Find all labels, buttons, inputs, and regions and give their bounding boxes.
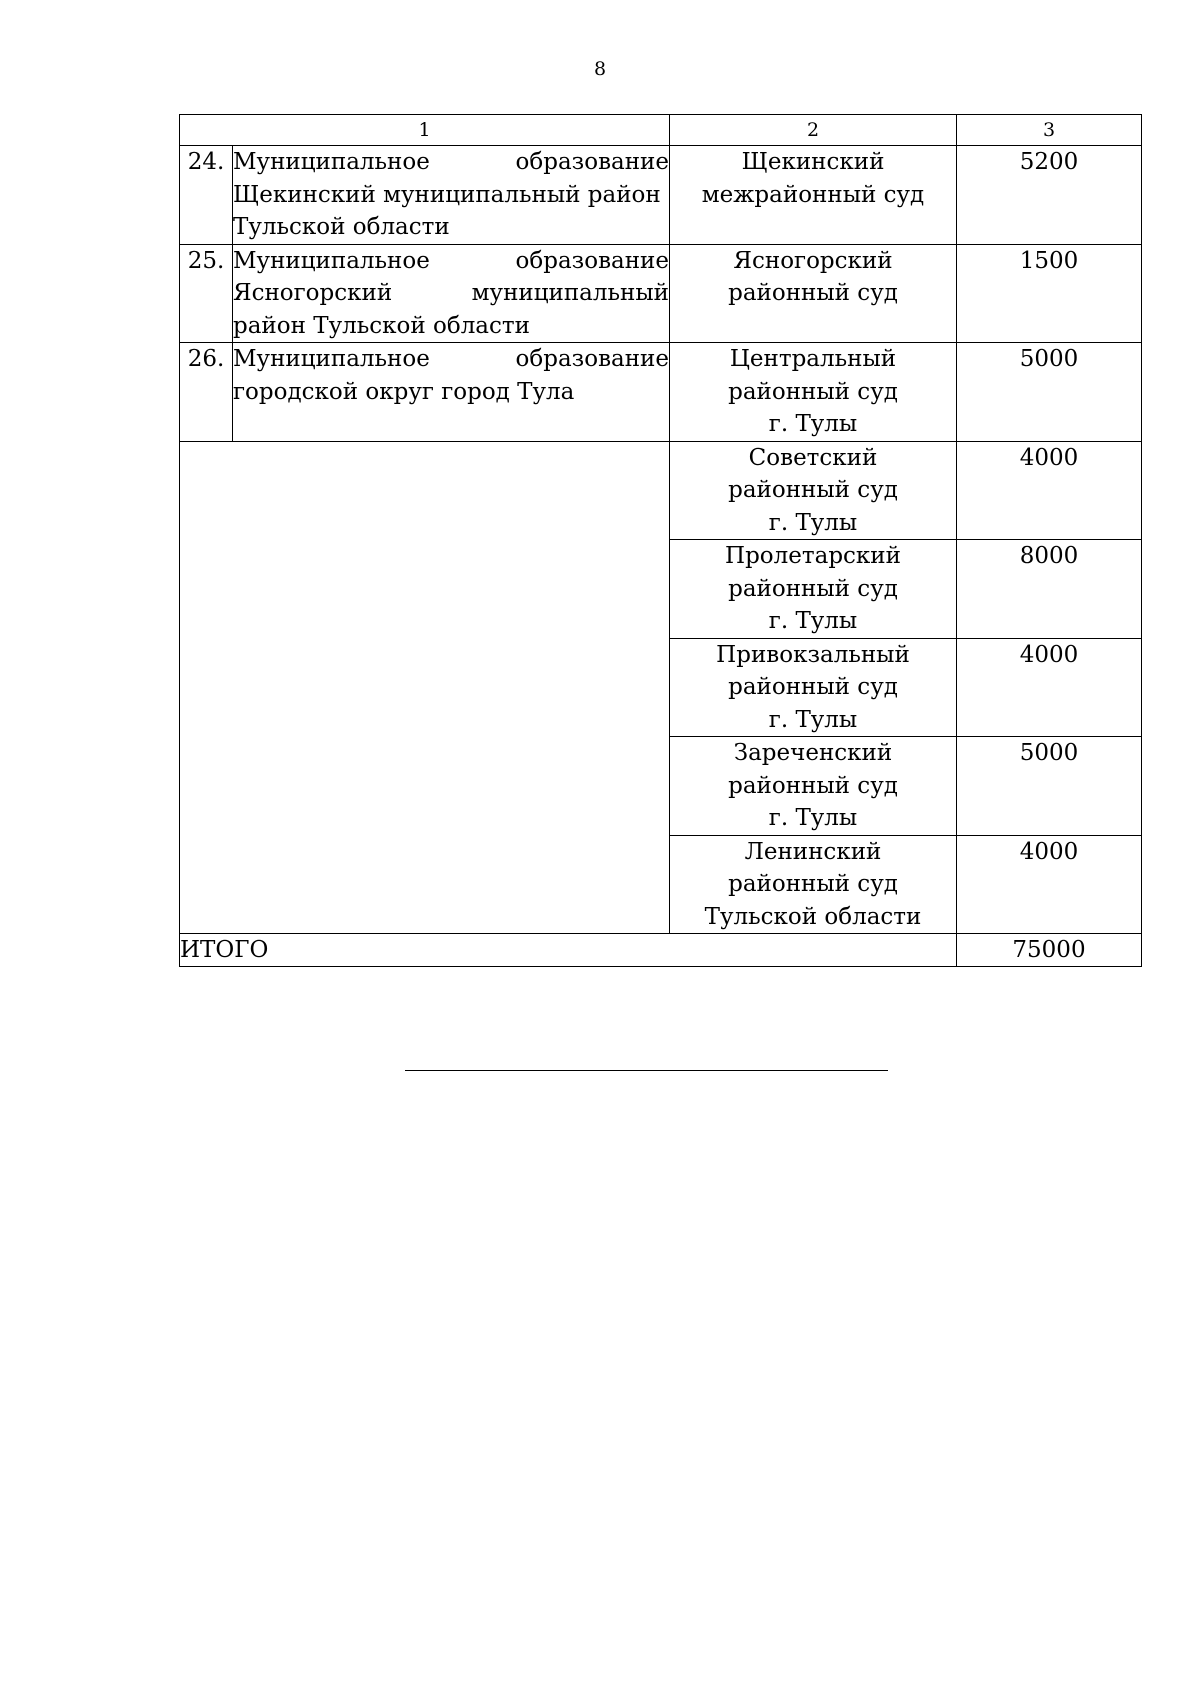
court-name-line: районный суд bbox=[728, 575, 898, 602]
amount-value: 5200 bbox=[957, 146, 1142, 245]
municipality-name bbox=[233, 244, 670, 343]
municipality-name-line: район Тульской области bbox=[233, 312, 530, 339]
court-name-line: Зареченский bbox=[733, 740, 893, 766]
closing-rule bbox=[405, 1070, 888, 1071]
allocation-table bbox=[179, 114, 1142, 967]
row-number: 26. bbox=[180, 343, 233, 442]
court-name-line: г. Тулы bbox=[768, 608, 858, 634]
court-name-line: Пролетарский bbox=[725, 543, 901, 569]
court-name-line: районный суд bbox=[728, 871, 898, 897]
court-name-line: г. Тулы bbox=[768, 706, 858, 733]
municipality-name-line: Муниципальное образование bbox=[233, 149, 669, 175]
court-name bbox=[670, 343, 957, 442]
header-col-2: 2 bbox=[670, 115, 957, 146]
municipality-name bbox=[233, 343, 670, 442]
table-row bbox=[180, 441, 1142, 540]
amount-value: 4000 bbox=[957, 835, 1142, 934]
total-value: 75000 bbox=[957, 934, 1142, 967]
court-name-line: г. Тулы bbox=[768, 805, 858, 831]
table-row bbox=[180, 146, 1142, 245]
court-name bbox=[670, 638, 957, 737]
municipality-name-line: Ясногорский муниципальный bbox=[233, 280, 669, 306]
court-name bbox=[670, 244, 957, 343]
row-number: 24. bbox=[180, 146, 233, 245]
municipality-name-line: Муниципальное образование bbox=[233, 346, 669, 372]
total-label: ИТОГО bbox=[180, 934, 957, 967]
court-name bbox=[670, 540, 957, 639]
court-name-line: Ясногорский bbox=[733, 247, 893, 274]
municipality-name bbox=[233, 146, 670, 245]
table-row bbox=[180, 244, 1142, 343]
court-name bbox=[670, 737, 957, 836]
amount-value: 1500 bbox=[957, 244, 1142, 343]
court-name bbox=[670, 441, 957, 540]
court-name-line: районный суд bbox=[728, 674, 898, 700]
court-name-line: районный суд bbox=[728, 378, 898, 405]
court-name-line: Ленинский bbox=[744, 838, 882, 865]
municipality-name-line: Тульской области bbox=[233, 214, 450, 240]
page-number: 8 bbox=[593, 58, 607, 80]
court-name-line: районный суд bbox=[728, 280, 898, 306]
municipality-name-line: городской округ город Тула bbox=[233, 378, 575, 405]
court-name-line: районный суд bbox=[728, 477, 898, 503]
row-number: 25. bbox=[180, 244, 233, 343]
header-col-1: 1 bbox=[180, 115, 670, 146]
court-name-line: Центральный bbox=[729, 346, 897, 372]
amount-value: 5000 bbox=[957, 737, 1142, 836]
amount-value: 4000 bbox=[957, 638, 1142, 737]
amount-value: 4000 bbox=[957, 441, 1142, 540]
municipality-name-line: Муниципальное образование bbox=[233, 247, 669, 274]
court-name-line: межрайонный суд bbox=[701, 181, 925, 208]
court-name-line: районный суд bbox=[728, 772, 898, 799]
court-name-line: Привокзальный bbox=[716, 641, 910, 668]
court-name-line: Щекинский bbox=[741, 149, 885, 175]
table-header-row bbox=[180, 115, 1142, 146]
court-name-line: г. Тулы bbox=[768, 411, 858, 437]
court-name-line: Тульской области bbox=[704, 903, 922, 930]
court-name-line: Советский bbox=[748, 444, 878, 471]
table-row bbox=[180, 343, 1142, 442]
header-col-3: 3 bbox=[957, 115, 1142, 146]
court-name bbox=[670, 835, 957, 934]
municipality-name-line: Щекинский муниципальный район bbox=[233, 181, 661, 208]
court-name-line: г. Тулы bbox=[768, 509, 858, 536]
merged-empty-cell bbox=[180, 441, 670, 934]
amount-value: 5000 bbox=[957, 343, 1142, 442]
court-name bbox=[670, 146, 957, 245]
total-row bbox=[180, 934, 1142, 967]
amount-value: 8000 bbox=[957, 540, 1142, 639]
